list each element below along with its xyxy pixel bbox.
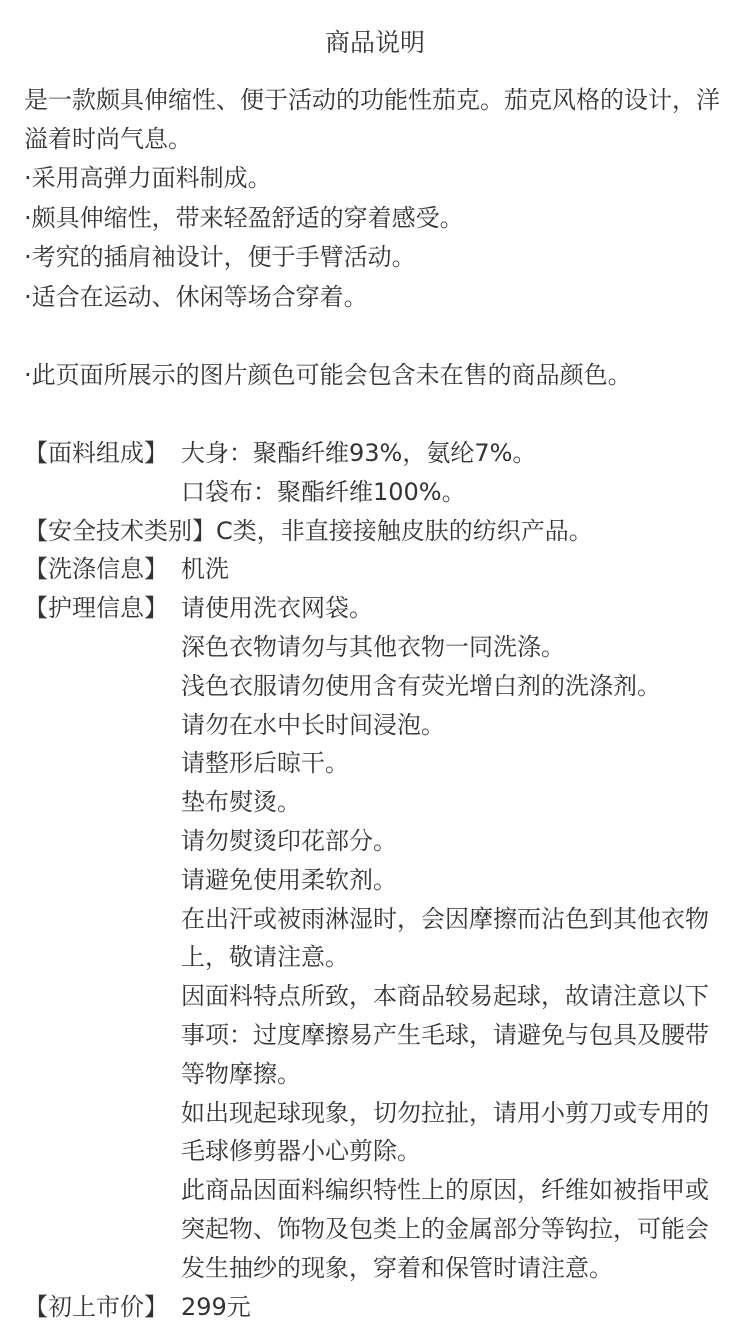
spec-row-price xyxy=(24,1288,726,1327)
feature-item: ·适合在运动、休闲等场合穿着。 xyxy=(24,282,368,311)
care-instruction: 请勿熨烫印花部分。 xyxy=(181,826,397,855)
spec-label-safety: 【安全技术类别】 xyxy=(24,516,216,545)
spec-value-line: 口袋布：聚酯纤维100%。 xyxy=(181,477,466,506)
care-instruction: 因面料特点所致，本商品较易起球，故请注意以下事项：过度摩擦易产生毛球，请避免与包具及腰带等物摩擦。 xyxy=(181,982,709,1088)
spec-section xyxy=(24,434,726,1326)
care-instruction: 垫布熨烫。 xyxy=(181,788,301,817)
care-instruction: 深色衣物请勿与其他衣物一同洗涤。 xyxy=(181,632,565,661)
care-instruction: 如出现起球现象，切勿拉扯，请用小剪刀或专用的毛球修剪器小心剪除。 xyxy=(181,1098,709,1166)
care-instruction: 浅色衣服请勿使用含有荧光增白剂的洗涤剂。 xyxy=(181,671,661,700)
spec-label-care: 【护理信息】 xyxy=(24,594,168,623)
care-instruction: 请整形后晾干。 xyxy=(181,749,349,778)
spec-values-care xyxy=(181,589,726,1287)
spec-row-material xyxy=(24,434,726,512)
care-instruction: 请勿在水中长时间浸泡。 xyxy=(181,710,445,739)
intro-paragraph: 是一款颇具伸缩性、便于活动的功能性茄克。茄克风格的设计，洋溢着时尚气息。 xyxy=(24,86,720,153)
spec-value-line: 大身：聚酯纤维93%，氨纶7%。 xyxy=(181,439,537,467)
spec-value-price: 299元 xyxy=(181,1292,251,1321)
care-instruction: 此商品因面料编织特性上的原因，纤维如被指甲或突起物、饰物及包类上的金属部分等钩拉，可能会发生抽纱的现象，穿着和保管时请注意。 xyxy=(181,1176,709,1282)
spec-label-price: 【初上市价】 xyxy=(24,1292,168,1321)
spec-label-washing: 【洗涤信息】 xyxy=(24,555,168,584)
spec-row-washing xyxy=(24,550,726,589)
feature-item: ·采用高弹力面料制成。 xyxy=(24,164,272,192)
spec-value-washing: 机洗 xyxy=(181,555,229,584)
feature-list xyxy=(24,159,726,317)
spec-label-material: 【面料组成】 xyxy=(24,439,168,467)
spec-values-material xyxy=(181,434,726,512)
color-note: ·此页面所展示的图片颜色可能会包含未在售的商品颜色。 xyxy=(24,361,632,389)
spec-row-safety xyxy=(24,512,726,551)
spec-value-safety: C类，非直接接触皮肤的纺织产品。 xyxy=(216,516,593,545)
feature-item: ·考究的插肩袖设计，便于手臂活动。 xyxy=(24,243,416,271)
care-instruction: 请使用洗衣网袋。 xyxy=(181,594,373,623)
feature-item: ·颇具伸缩性，带来轻盈舒适的穿着感受。 xyxy=(24,203,464,232)
page-title: 商品说明 xyxy=(324,28,425,57)
care-instruction: 在出汗或被雨淋湿时，会因摩擦而沾色到其他衣物上，敬请注意。 xyxy=(181,904,709,972)
care-instruction: 请避免使用柔软剂。 xyxy=(181,865,397,894)
spec-row-care xyxy=(24,589,726,1287)
